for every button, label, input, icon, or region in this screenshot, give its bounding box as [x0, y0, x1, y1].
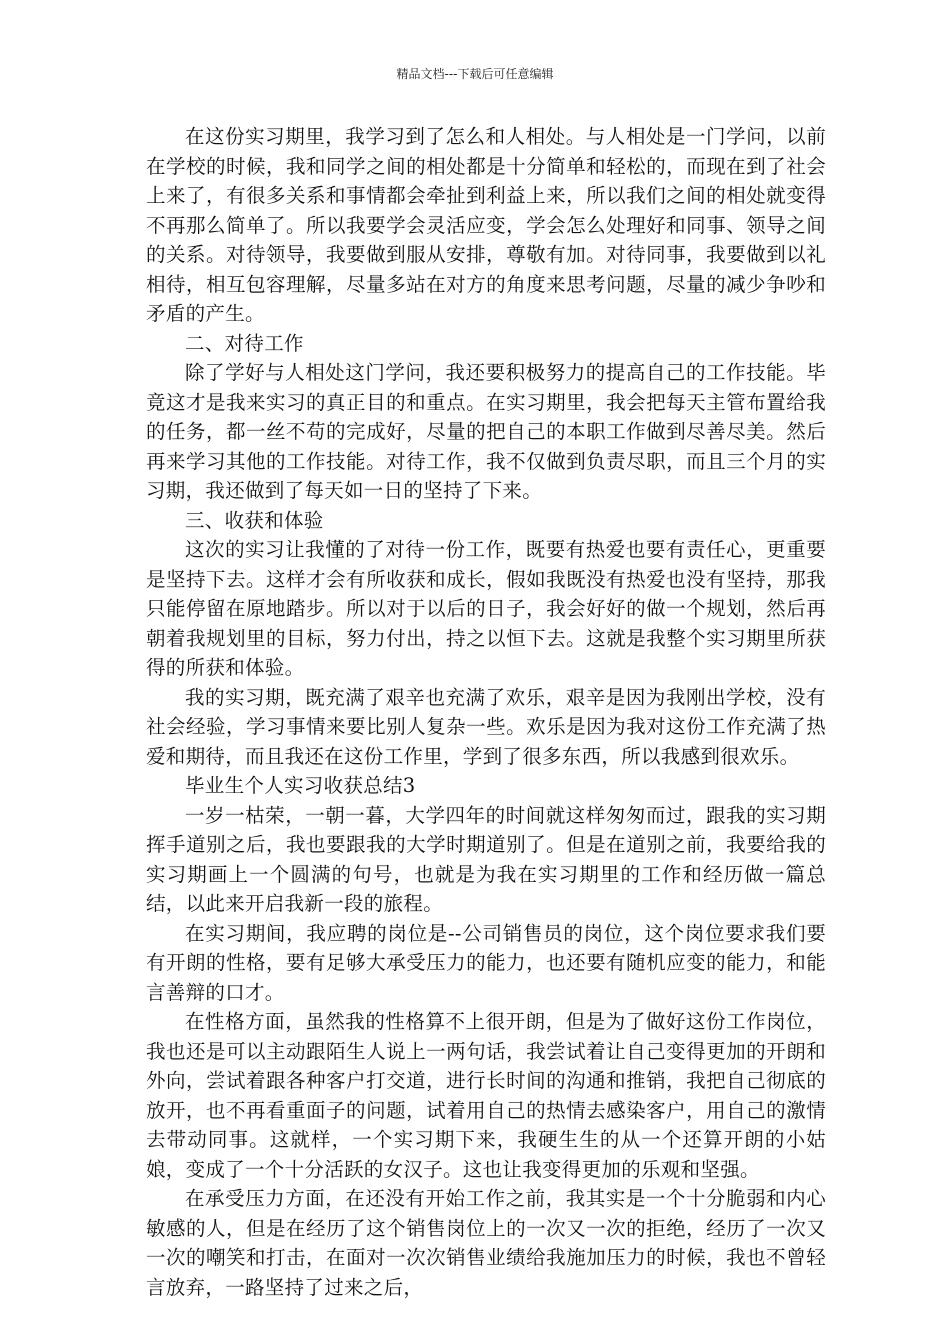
paragraph-farewell: 一岁一枯荣，一朝一暮，大学四年的时间就这样匆匆而过，跟我的实习期挥手道别之后，我也要跟我的大学时期道别了。但是在道别之前，我要给我的实习期画上一个圆满的句号，也就是为我在实习期里的工作和经历做一篇总结，以此来开启我新一段的旅程。: [146, 803, 826, 915]
section-heading-gains: 三、收获和体验: [185, 508, 324, 532]
paragraph-gains: 这次的实习让我懂的了对待一份工作，既要有热爱也要有责任心，更重要是坚持下去。这样才会有所收获和成长，假如我既没有热爱也没有坚持，那我只能停留在原地踏步。所以对于以后的日子，我会好好的做一个规划，然后再朝着我规划里的目标，努力付出，持之以恒下去。这就是我整个实习期里所获得的所获和体验。: [146, 538, 826, 679]
paragraph-pressure: 在承受压力方面，在还没有开始工作之前，我其实是一个十分脆弱和内心敏感的人，但是在经历了这个销售岗位上的一次又一次的拒绝，经历了一次又一次的嘲笑和打击，在面对一次次销售业绩给我施加压力的时候，我也不曾轻言放弃，一路坚持了过来之后，: [146, 1187, 826, 1299]
section-heading-work: 二、对待工作: [185, 331, 304, 355]
page-header: 精品文档---下载后可任意编辑: [396, 67, 554, 81]
paragraph-sales-position: 在实习期间，我应聘的岗位是--公司销售员的岗位，这个岗位要求我们要有开朗的性格，要有足够大承受压力的能力，也还要有随机应变的能力，和能言善辩的口才。: [146, 921, 826, 1004]
paragraph-hardship-joy: 我的实习期，既充满了艰辛也充满了欢乐，艰辛是因为我刚出学校，没有社会经验，学习事情来要比别人复杂一些。欢乐是因为我对这份工作充满了热爱和期待，而且我还在这份工作里，学到了很多东西，所以我感到很欢乐。: [146, 685, 826, 768]
paragraph-personality: 在性格方面，虽然我的性格算不上很开朗，但是为了做好这份工作岗位，我也还是可以主动跟陌生人说上一两句话，我尝试着让自己变得更加的开朗和外向，尝试着跟各种客户打交道，进行长时间的沟通和推销，我把自己彻底的放开，也不再看重面子的问题，试着用自己的热情去感染客户，用自己的激情去带动同事。这就样，一个实习期下来，我硬生生的从一个还算开朗的小姑娘，变成了一个十分活跃的女汉子。这也让我变得更加的乐观和坚强。: [146, 1010, 826, 1181]
paragraph-work: 除了学好与人相处这门学问，我还要积极努力的提高自己的工作技能。毕竟这才是我来实习的真正目的和重点。在实习期里，我会把每天主管布置给我的任务，都一丝不苟的完成好，尽量的把自己的本职工作做到尽善尽美。然后再来学习其他的工作技能。对待工作，我不仅做到负责尽职，而且三个月的实习期，我还做到了每天如一日的坚持了下来。: [146, 361, 826, 502]
section-heading-summary-3: 毕业生个人实习收获总结3: [185, 774, 416, 797]
document-body: [146, 122, 826, 1302]
paragraph-relationships: 在这份实习期里，我学习到了怎么和人相处。与人相处是一门学问，以前在学校的时候，我和同学之间的相处都是十分简单和轻松的，而现在到了社会上来了，有很多关系和事情都会牵扯到利益上来，所以我们之间的相处就变得不再那么简单了。所以我要学会灵活应变，学会怎么处理好和同事、领导之间的关系。对待领导，我要做到服从安排，尊敬有加。对待同事，我要做到以礼相待，相互包容理解，尽量多站在对方的角度来思考问题，尽量的减少争吵和矛盾的产生。: [146, 125, 826, 325]
